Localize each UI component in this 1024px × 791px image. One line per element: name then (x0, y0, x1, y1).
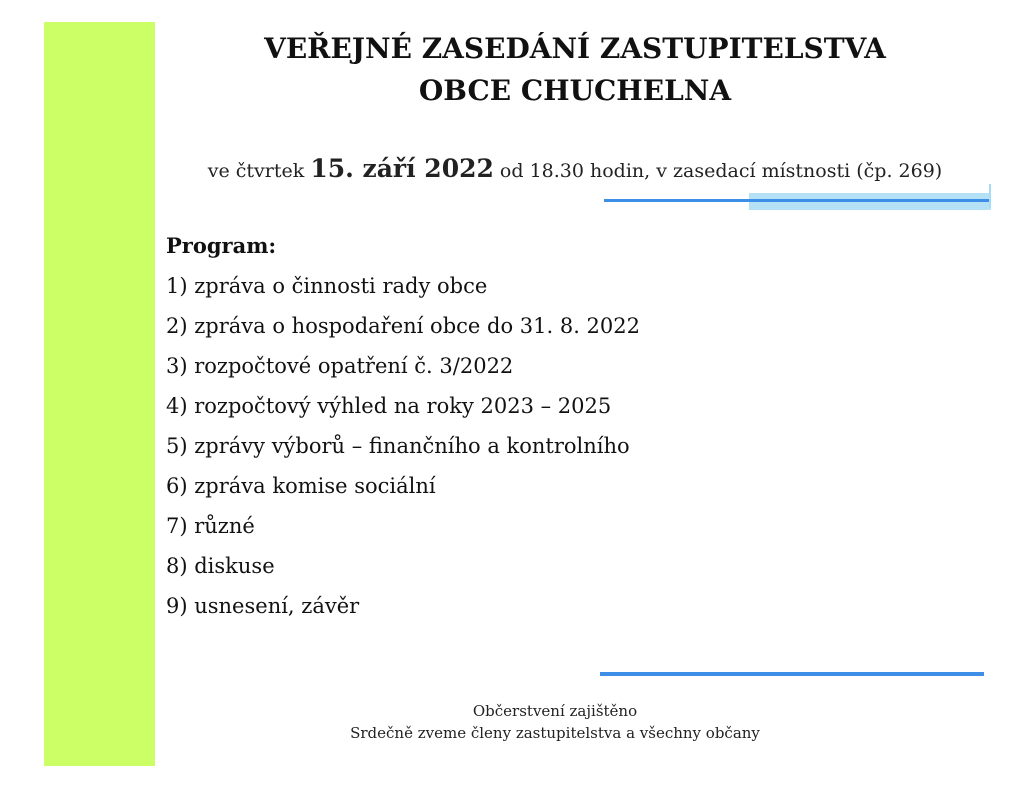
meeting-time-place: od 18.30 hodin, v zasedací místnosti (čp. 269) (499, 160, 943, 182)
program-item-1: 1) zpráva o činnosti rady obce (166, 274, 488, 298)
program-item-7: 7) různé (166, 514, 255, 538)
program-item-9: 9) usnesení, závěr (166, 594, 360, 618)
title-line-2: OBCE CHUCHELNA (418, 74, 732, 107)
program-item-2: 2) zpráva o hospodaření obce do 31. 8. 2022 (166, 314, 640, 338)
program-item-6: 6) zpráva komise sociální (166, 474, 436, 498)
program-item-5: 5) zprávy výborů – finančního a kontrolního (166, 434, 630, 458)
invitation-note: Srdečně zveme členy zastupitelstva a všechny občany (350, 724, 760, 742)
top-divider-line-overlay (749, 199, 989, 202)
refreshments-note: Občerstvení zajištěno (472, 702, 638, 720)
program-item-4: 4) rozpočtový výhled na roky 2023 – 2025 (166, 394, 612, 418)
selection-highlight-tick (989, 184, 991, 208)
meeting-details (155, 154, 995, 183)
program-list (166, 270, 640, 630)
program-heading: Program: (166, 233, 277, 258)
green-sidebar-bar (44, 22, 155, 766)
meeting-day: ve čtvrtek (207, 160, 305, 182)
meeting-date: 15. září 2022 (310, 154, 494, 183)
program-item-3: 3) rozpočtové opatření č. 3/2022 (166, 354, 514, 378)
title-line-1: VEŘEJNÉ ZASEDÁNÍ ZASTUPITELSTVA (264, 32, 886, 65)
program-item-8: 8) diskuse (166, 554, 275, 578)
bottom-divider-line (600, 672, 984, 676)
